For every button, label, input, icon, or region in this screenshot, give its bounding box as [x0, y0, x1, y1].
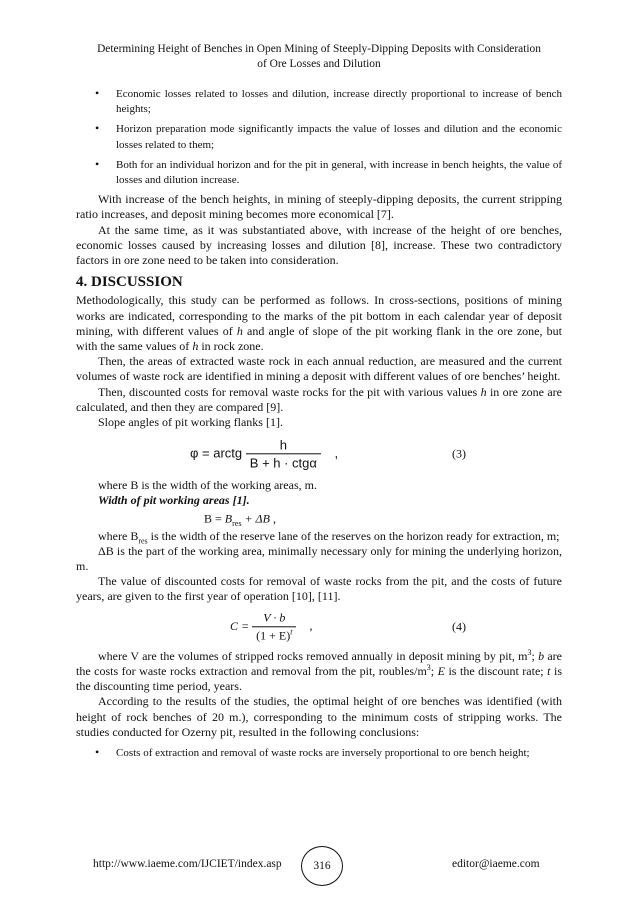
editor-email-link[interactable]: editor@iaeme.com	[452, 858, 540, 870]
paragraph: ΔB is the part of the working area, minimally necessary only for mining the underlying horizon, m.	[76, 543, 562, 574]
bullet-list-bottom	[76, 745, 562, 760]
section-heading: 4. DISCUSSION	[76, 274, 183, 291]
bullet-icon: •	[95, 86, 100, 100]
main-text	[76, 86, 562, 765]
header-line-2: of Ore Losses and Dilution	[257, 58, 381, 70]
paragraph: The value of discounted costs for removal of waste rocks from the pit, and the costs of future years, are given to the first year of operation [10], [11].	[76, 574, 562, 604]
paragraph: Then, discounted costs for removal waste rocks for the pit with various values h in ore zone are calculated, and then they are compared [9].	[76, 384, 562, 414]
header-line-1: Determining Height of Benches in Open Mining of Steeply-Dipping Deposits with Consideration	[97, 43, 541, 55]
paragraph: With increase of the bench heights, in mining of steeply-dipping deposits, the current stripping ratio increases, and deposit mining becomes more economical [7].	[76, 192, 562, 222]
equation-3: φ = arctg $\frac{h}{\text{B + h · ctgα}}$ , (3)	[190, 437, 466, 471]
bullet-icon: •	[95, 121, 100, 136]
equation-lhs: φ = arctg	[190, 445, 243, 461]
paragraph: At the same time, as it was substantiated above, with increase of the height of ore benches, economic losses caused by increasing losses and dilution [8], increase. These two contradictory factors in ore zone need to be taken into consideration.	[76, 222, 562, 268]
list-item: • Horizon preparation mode significantly impacts the value of losses and dilution and the economic losses related to them;	[95, 121, 562, 151]
list-item: • Both for an individual horizon and for the pit in general, with increase in bench heights, the value of losses and dilution increase.	[95, 156, 562, 187]
paragraph: According to the results of the studies, the optimal height of ore benches was identified (with height of rock benches of 20 m.), corresponding to the minimum costs of stripping works. The studies conducted for Ozerny pit, resulted in the following conclusions:	[76, 694, 562, 739]
paragraph: where $B_{res}$ is the width of the reserve lane of the reserves on the horizon ready for extraction, m;	[98, 528, 560, 546]
equation-4: C = $\frac{V \cdot b}{(1 + E)^t}$ , (4)	[230, 609, 466, 643]
equation-b: $B = B_{res} + \Delta B$ ,	[204, 511, 276, 528]
bullet-icon: •	[95, 744, 100, 759]
bullet-list-top	[76, 86, 562, 187]
equation-number: (3)	[452, 446, 466, 461]
paragraph: where B is the width of the working areas, m.	[98, 478, 317, 493]
paragraph: Methodologically, this study can be performed as follows. In cross-sections, positions of mining works are indicated, corresponding to the marks of the pit bottom in each calendar year of deposit mining, with different values of h and angle of slope of the pit working flank in the ore zone, but with the same values of h in rock zone.	[76, 293, 562, 354]
list-item: • Costs of extraction and removal of waste rocks are inversely proportional to ore bench height;	[95, 744, 530, 759]
equation-number: (4)	[452, 619, 466, 634]
bullet-icon: •	[95, 156, 100, 171]
paragraph: where V are the volumes of stripped rocks removed annually in deposit mining by pit, $m^3$; b are the costs for waste rocks extraction and removal from the pit, roubles/$m^3$; E is the discount rate; t is the discounting time period, years.	[76, 647, 562, 694]
running-header	[60, 42, 578, 72]
paragraph: Slope angles of pit working flanks [1].	[98, 415, 283, 430]
subheading: Width of pit working areas [1].	[98, 493, 250, 508]
page-footer	[0, 846, 638, 886]
page-number: 316	[301, 846, 343, 886]
fraction: $\frac{V \cdot b}{(1 + E)^t}$	[252, 610, 296, 643]
fraction: $\frac{h}{\text{B + h · ctgα}}$	[246, 438, 321, 471]
paragraph: Then, the areas of extracted waste rock in each annual reduction, are measured and the current volumes of waste rock are identified in mining a deposit with different values of ore benches’ height.	[76, 354, 562, 384]
list-item: • Economic losses related to losses and dilution, increase directly proportional to increase of bench heights;	[95, 86, 562, 116]
journal-url-link[interactable]: http://www.iaeme.com/IJCIET/index.asp	[93, 858, 282, 870]
